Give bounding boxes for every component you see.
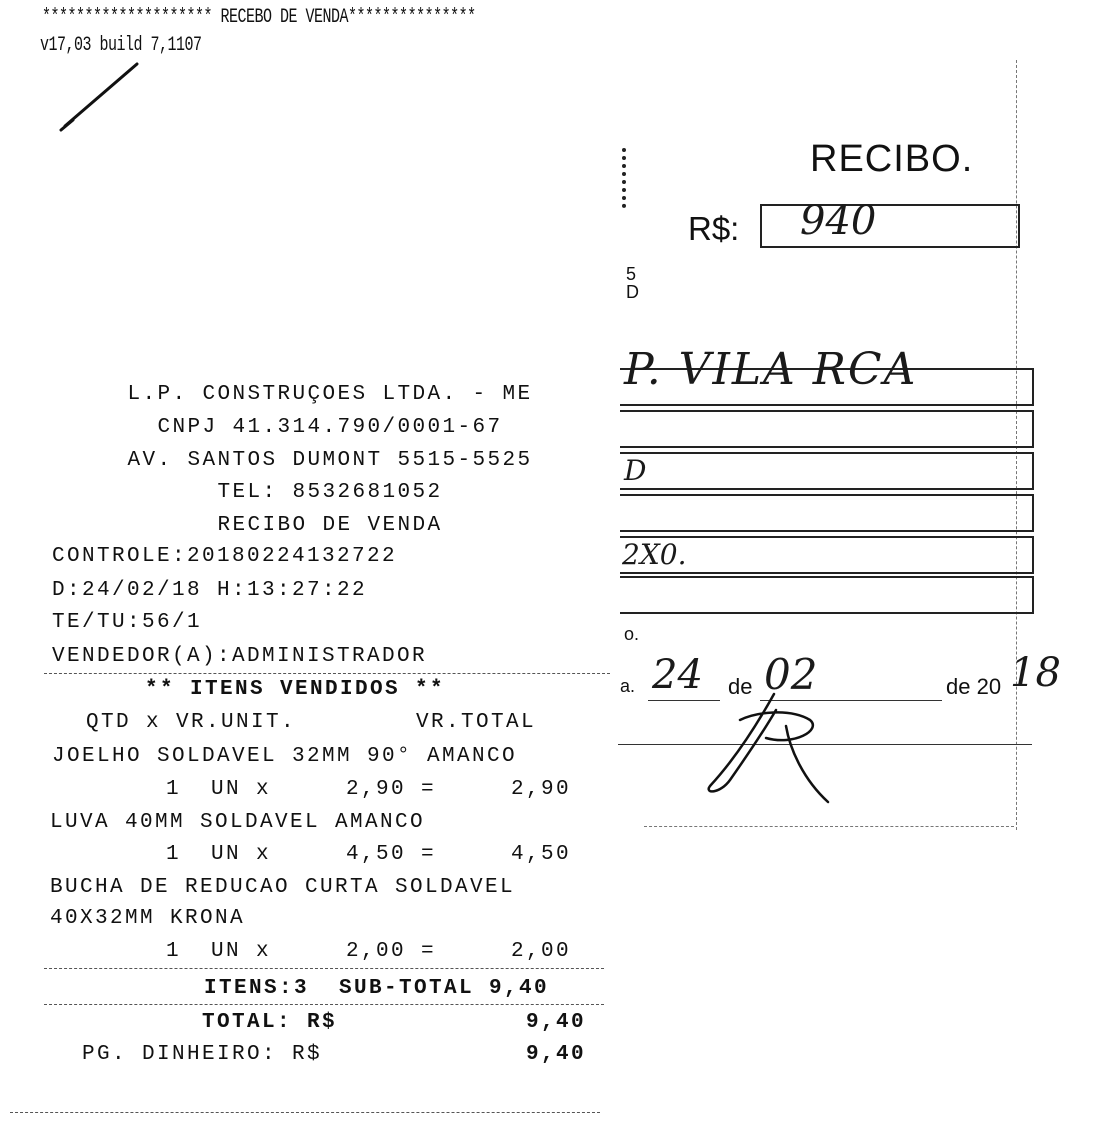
subtotal-line: ITENS:3 SUB-TOTAL 9,40 xyxy=(204,977,550,1000)
terminal-info: TE/TU:56/1 xyxy=(52,611,203,634)
recibo-title: RECIBO. xyxy=(810,138,974,180)
date-de: de xyxy=(728,674,753,699)
form-row xyxy=(620,452,1034,490)
form-row xyxy=(620,576,1034,614)
column-headers: QTD x VR.UNIT. VR.TOTAL xyxy=(86,711,537,734)
form-row xyxy=(620,494,1034,532)
date-year: 18 xyxy=(1010,650,1061,696)
item-description-cont: 40X32MM KRONA xyxy=(50,907,246,930)
handwritten-row5: 2X0. xyxy=(622,538,687,571)
item-description: BUCHA DE REDUCAO CURTA SOLDAVEL xyxy=(50,876,516,899)
item-line: 1 UN x 2,90 = 2,90 xyxy=(166,778,572,801)
date-de-year: de 20 xyxy=(946,674,1002,699)
bottom-dash xyxy=(644,826,1014,827)
control-number: CONTROLE:20180224132722 xyxy=(52,545,398,568)
salesperson: VENDEDOR(A):ADMINISTRADOR xyxy=(52,645,428,668)
pen-stroke xyxy=(55,60,145,135)
amount-label: R$: xyxy=(688,210,740,247)
form-char: o. xyxy=(624,624,640,644)
software-version: v17,03 build 7,1107 xyxy=(40,34,202,57)
form-left-edge xyxy=(622,148,626,208)
side-char: D xyxy=(626,282,639,302)
separator xyxy=(44,673,610,674)
date-day: 24 xyxy=(652,652,703,698)
payment-label: PG. DINHEIRO: R$ xyxy=(82,1043,323,1066)
items-header: ** ITENS VENDIDOS ** xyxy=(144,678,446,701)
item-description: LUVA 40MM SOLDAVEL AMANCO xyxy=(50,811,426,834)
handwritten-signature xyxy=(690,690,840,810)
total-label: TOTAL: R$ xyxy=(202,1011,338,1034)
date-time: D:24/02/18 H:13:27:22 xyxy=(52,579,368,602)
bottom-tear-line xyxy=(10,1112,600,1113)
handwritten-row3: D xyxy=(624,454,647,487)
receipt-banner: ******************** RECEBO DE VENDA*************** xyxy=(42,6,476,29)
date-prefix: a. xyxy=(620,676,636,696)
item-line: 1 UN x 4,50 = 4,50 xyxy=(166,843,572,866)
document-title: RECIBO DE VENDA xyxy=(217,514,443,537)
item-description: JOELHO SOLDAVEL 32MM 90° AMANCO xyxy=(52,745,518,768)
company-phone: TEL: 8532681052 xyxy=(217,481,443,504)
amount-box xyxy=(760,204,1020,248)
company-name: L.P. CONSTRUÇOES LTDA. - ME xyxy=(127,383,533,406)
company-address: AV. SANTOS DUMONT 5515-5525 xyxy=(127,449,533,472)
handwritten-name: P. VILA RCA xyxy=(624,344,918,395)
separator xyxy=(44,968,604,969)
company-cnpj: CNPJ 41.314.790/0001-67 xyxy=(157,416,503,439)
payment-value: 9,40 xyxy=(526,1043,587,1066)
date-month: 02 xyxy=(764,650,818,699)
side-char: 5 xyxy=(626,264,637,284)
total-value: 9,40 xyxy=(526,1011,587,1034)
separator xyxy=(44,1004,604,1005)
item-line: 1 UN x 2,00 = 2,00 xyxy=(166,940,572,963)
amount-value: 940 xyxy=(800,198,877,244)
form-row xyxy=(620,410,1034,448)
